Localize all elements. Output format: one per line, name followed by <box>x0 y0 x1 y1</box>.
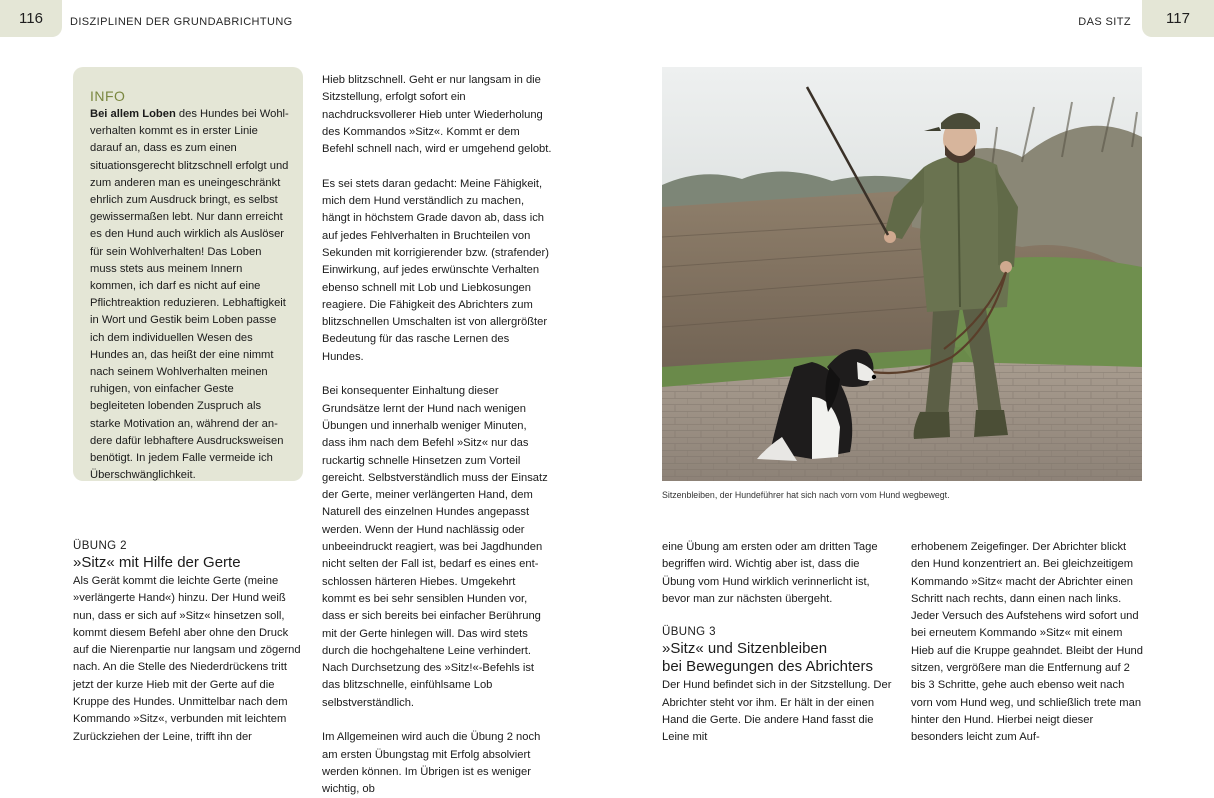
info-title: INFO <box>90 88 126 104</box>
info-lead: Bei allem Loben <box>90 108 176 120</box>
left-page-number: 116 <box>0 0 62 37</box>
exercise-3-label: ÜBUNG 3 <box>662 626 716 639</box>
info-box <box>73 67 303 481</box>
info-text <box>90 106 291 484</box>
exercise-2-section <box>73 539 303 746</box>
left-running-head: DISZIPLINEN DER GRUNDABRICHTUNG <box>70 16 293 28</box>
middle-text-column <box>322 72 552 798</box>
exercise-2-text: Als Gerät kommt die leichte Gerte (meine »verlängerte Hand«) hinzu. Der Hund weiß nun, dass er sich auf »Sitz« hinsetzen soll, kommt diesem Befehl aber ohne den Druck auf die Nierenpartie nur langsam und zögernd nach. An die Stelle des Niederdrückens tritt jetzt der kurze Hieb mit der Gerte auf die Kruppe des Hundes. Unmittelbar nach dem Kommando »Sitz«, verbunden mit leichtem Zurückziehen der Leine, trifft ihn der <box>73 575 301 743</box>
paragraph: eine Übung am ersten oder am dritten Tage begriffen wird. Wichtig aber ist, dass die Übung vom Hund wirklich verinnerlicht ist, bevor man zur nächsten übergeht. <box>662 541 878 605</box>
exercise-3-title-line1: »Sitz« und Sitzenbleiben <box>662 640 828 658</box>
paragraph: erhobenem Zeigefinger. Der Abrichter blickt den Hund konzentriert an. Bei gleichzeitigem Kommando »Sitz« macht der Abrichter einen Schritt nach rechts, dann einen nach links. Jeder Versuch des Aufstehens wird sofort und bei erneutem Kommando »Sitz« mit einem Hieb auf die Kruppe geahndet. Bleibt der Hund sitzen, vergrößere man die Entfernung auf 2 bis 3 Schritte, gehe auch ebenso weit nach vorn vom Hund weg, und schließlich trete man hinter den Hund. Hierbei neigt dieser besonders leicht zum Auf- <box>911 541 1143 744</box>
exercise-2-title: »Sitz« mit Hilfe der Gerte <box>73 554 241 571</box>
right-column-left <box>662 539 894 747</box>
info-body: des Hundes bei Wohlverhalten kommt es in erster Linie darauf an, dass es zum einen situationsgerecht blitzschnell erfolgt und zum anderen man es uneingeschränkt ehrlich zum Ausdruck bringt, es selbst gewissermaßen lebt. Nur dann erreicht es den Hund auch wirklich als Auslöser für sein Wohlverhalten! Das Loben muss stets aus meinem Innern kommen, ich darf es nicht auf eine Pflichtreaktion reduzieren. Lebhaftigkeit in Wort und Gestik beim Loben passe ich dem individuellen Wesen des Hundes an, das heißt der eine nimmt nach seinem Wohlverhalten meinen ruhigen, von einfacher Geste begleiteten lobenden Zuspruch als starke Motivation an, während der andere dafür lebhaftere Ausdrucksweisen benötigt. In jedem Falle vermeide ich Überschwänglichkeit. <box>90 108 289 482</box>
photo-handler-with-dog <box>662 67 1142 481</box>
paragraph: Im Allgemeinen wird auch die Übung 2 noch am ersten Übungstag mit Erfolg absolviert werden können. Im Übrigen ist es weniger wichtig, ob <box>322 731 541 796</box>
paragraph: Hieb blitzschnell. Geht er nur langsam in die Sitzstellung, erfolgt sofort ein nachdrucksvollerer Hieb unter Wiederholung des Kommandos »Sitz«. Kommt er dem Befehl schnell nach, wird er umgehend gelobt. <box>322 74 552 156</box>
paragraph: Es sei stets daran gedacht: Meine Fähigkeit, mich dem Hund verständlich zu machen, hängt in höchstem Grade davon ab, dass ich auf jedes Fehlverhalten in Bruchteilen von Sekunden mit korrigierender bzw. (strafender) Einwirkung, auf jedes erwünschte Verhalten ebenso schnell mit Lob und Liebkosungen reagiere. Die Fähigkeit des Abrichters zum blitzschnellen Umschalten ist von allergrößter Bedeutung für das rasche Lernen des Hundes. <box>322 177 549 363</box>
right-column-right <box>911 539 1143 747</box>
paragraph: Bei konsequenter Einhaltung dieser Grundsätze lernt der Hund nach wenigen Übungen und innerhalb weniger Minuten, dass ihm nach dem Befehl »Sitz« nur das ruckartig schnelle Hinsetzen zum Vorteil gereicht. Selbstverständlich muss der Einsatz der Gerte, meiner verlängerten Hand, dem Naturell des einzelnen Hundes angepasst werden. Wenn der Hund nachlässig oder unbeeindruckt reagiert, was bei Jagdhunden nicht selten der Fall ist, bedarf es eines entschlossen härteren Hiebes. Umgekehrt kommt es bei sehr sensiblen Hunden vor, dass er sich bereits bei einfacher Berührung mit der Gerte hinlegen will. Das wird stets durch die hochgehaltene Leine verhindert. Nach Durchsetzung des »Sitz!«-Befehls ist das blitzschnelle, einfühlsame Lob selbstverständlich. <box>322 385 548 709</box>
exercise-3-title <box>662 640 894 676</box>
right-running-head: DAS SITZ <box>1078 16 1131 28</box>
exercise-2-label: ÜBUNG 2 <box>73 540 127 552</box>
right-page-number: 117 <box>1142 0 1214 37</box>
exercise-3-title-line2: bei Bewegungen des Abrichters <box>662 658 873 676</box>
exercise-3-text: Der Hund befindet sich in der Sitzstellung. Der Abrichter steht vor ihm. Er hält in der einen Hand die Gerte. Die andere Hand fasst die Leine mit <box>662 679 892 744</box>
photo-caption: Sitzenbleiben, der Hundeführer hat sich nach vorn vom Hund wegbewegt. <box>662 490 950 500</box>
